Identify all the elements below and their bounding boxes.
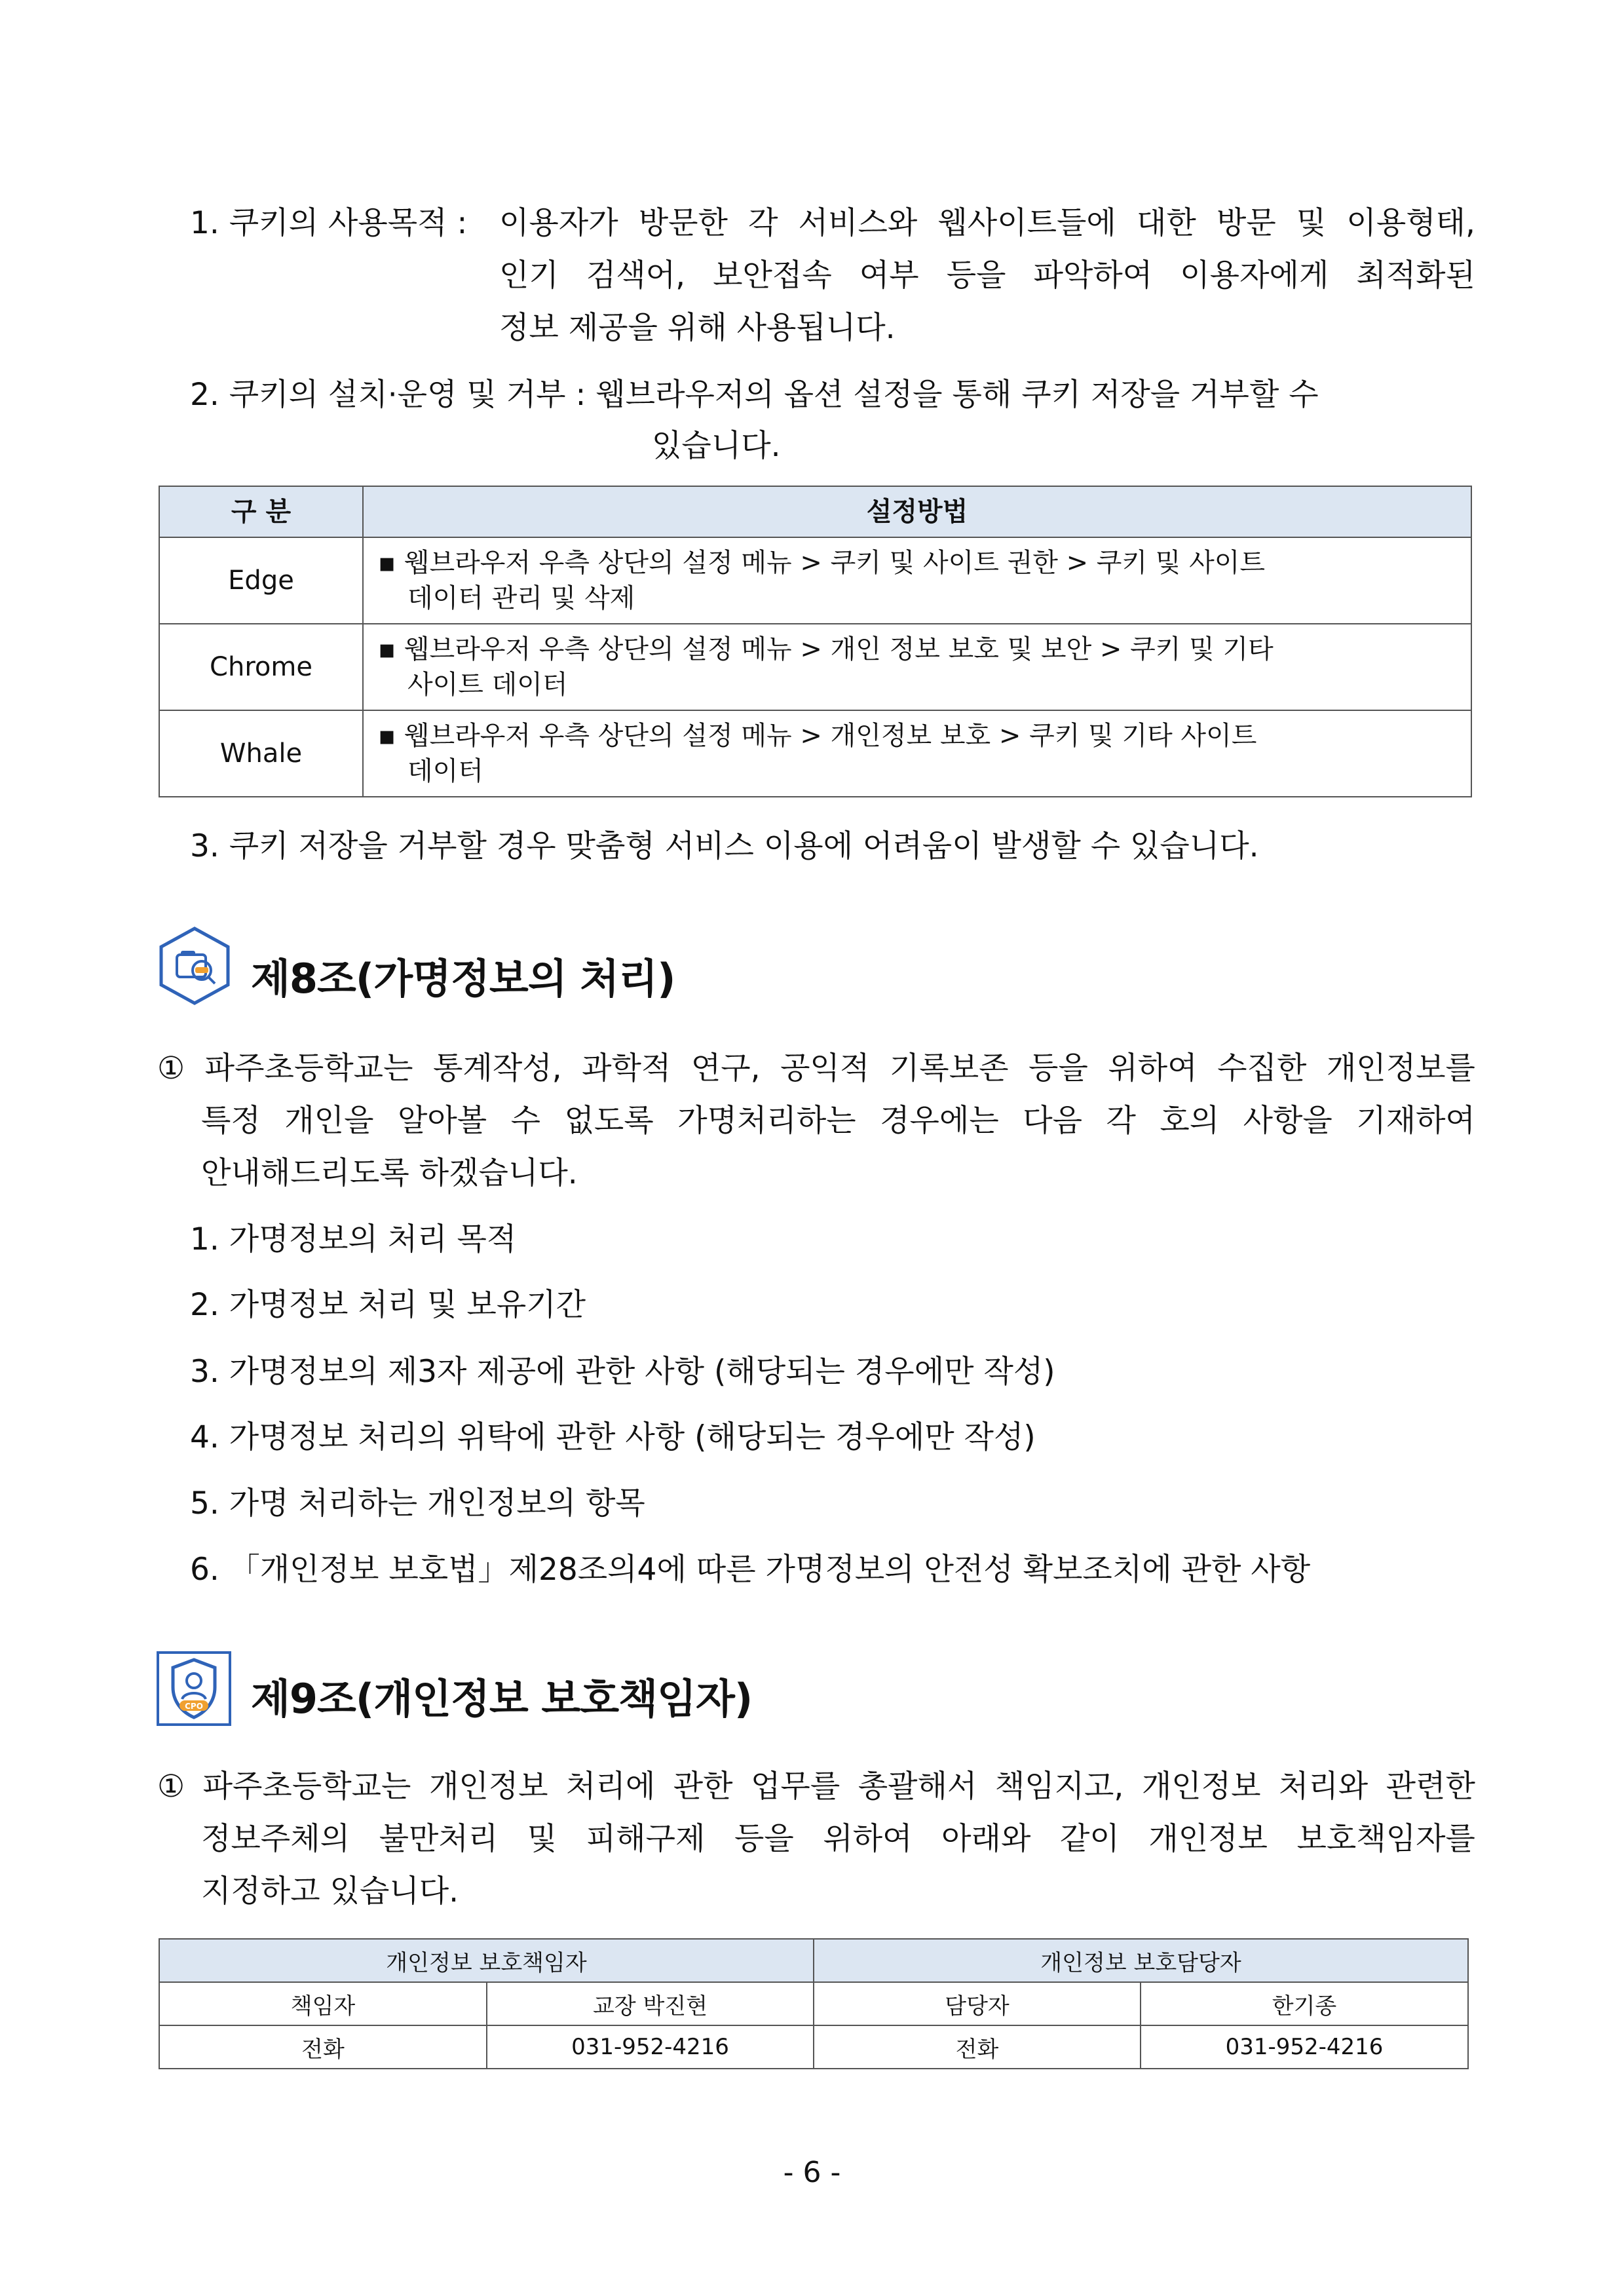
page-number: - 6 - (783, 2156, 841, 2189)
word: 정보주체의 (201, 1821, 350, 1857)
cookie-item2-line1: 2. 쿠키의 설치·운영 및 거부 : 웹브라우저의 옵션 설정을 통해 쿠키 저장을 거부할 수 (190, 377, 1319, 413)
word: 개인정보 (428, 1769, 548, 1805)
word: 최적화된 (1356, 258, 1475, 294)
word: 처리에 (566, 1769, 656, 1805)
header-manager: 개인정보 보호담당자 (814, 1939, 1468, 1982)
table-header-method: 설정방법 (363, 486, 1471, 537)
word: 및 (1296, 205, 1327, 241)
browser-settings-table (159, 486, 1472, 797)
article8-item: 1. 가명정보의 처리 목적 (190, 1221, 517, 1257)
method-line1: ▪ 웹브라우저 우측 상단의 설정 메뉴 > 쿠키 및 사이트 권한 > 쿠키 및 사이트 (378, 548, 1266, 578)
article9-para-line3: 지정하고 있습니다. (201, 1873, 459, 1909)
word: 웹사이트들에 (937, 205, 1116, 241)
word: 가명처리하는 (677, 1103, 856, 1139)
word: 알아볼 (397, 1103, 487, 1139)
browser-name: Chrome (159, 624, 363, 710)
word: 수집한 (1217, 1050, 1307, 1086)
word: 이용형태, (1346, 205, 1475, 241)
word: 개인을 (284, 1103, 374, 1139)
setting-method (363, 710, 1471, 797)
word: 인기 (499, 258, 559, 294)
word: 위하여 (1108, 1050, 1198, 1086)
word: 사항을 (1243, 1103, 1332, 1139)
word: 다음 (1023, 1103, 1082, 1139)
cookie-item1-line3: 정보 제공을 위해 사용됩니다. (499, 310, 896, 346)
word: 서비스와 (798, 205, 918, 241)
browser-name: Whale (159, 710, 363, 797)
word: 책임지고, (994, 1769, 1124, 1805)
cookie-item2-line2: 있습니다. (652, 428, 781, 464)
word: 각 (1106, 1103, 1136, 1139)
word: 통계작성, (433, 1050, 562, 1086)
word: 등을 (1029, 1050, 1088, 1086)
word: 경우에는 (880, 1103, 999, 1139)
privacy-officer-table (159, 1938, 1469, 2069)
word: 검색어, (586, 258, 686, 294)
word: 및 (527, 1821, 557, 1857)
word: 파주초등학교는 (204, 1050, 413, 1086)
word: 파악하여 (1033, 258, 1153, 294)
word: 관련한 (1386, 1769, 1475, 1805)
article8-item: 2. 가명정보 처리 및 보유기간 (190, 1287, 586, 1323)
word: 이용자가 (499, 205, 618, 241)
table-row (159, 624, 1471, 710)
word: 관한 (673, 1769, 733, 1805)
table-row (159, 710, 1471, 797)
word: ① (157, 1050, 185, 1086)
word: 대한 (1136, 205, 1196, 241)
table-row (159, 1982, 1468, 2025)
word: 보호책임자를 (1296, 1821, 1475, 1857)
officer-phone: 031-952-4216 (487, 2025, 814, 2069)
article9-title: 제9조(개인정보 보호책임자) (251, 1675, 753, 1723)
setting-method (363, 537, 1471, 624)
article8-para-line1 (157, 1049, 1475, 1088)
cookie-item1-label: 1. 쿠키의 사용목적 : (190, 205, 468, 241)
article8-item: 6. 「개인정보 보호법」제28조의4에 따른 가명정보의 안전성 확보조치에 관한 사항 (190, 1552, 1311, 1588)
word: 아래와 (941, 1821, 1031, 1857)
word: 개인정보 (1141, 1769, 1261, 1805)
setting-method (363, 624, 1471, 710)
browser-name: Edge (159, 537, 363, 624)
word: 위하여 (823, 1821, 913, 1857)
manager-label: 담당자 (814, 1982, 1141, 2025)
word: 처리와 (1278, 1769, 1369, 1805)
article8-title: 제8조(가명정보의 처리) (251, 955, 675, 1003)
article8-para-line3: 안내해드리도록 하겠습니다. (201, 1155, 578, 1191)
word: 이용자에게 (1180, 258, 1329, 294)
word: 불만처리 (379, 1821, 499, 1857)
cookie-item1-line2 (499, 256, 1475, 296)
word: 각 (748, 205, 778, 241)
word: 없도록 (564, 1103, 654, 1139)
officer-label: 책임자 (159, 1982, 487, 2025)
pseudonym-data-icon (155, 926, 235, 1006)
word: 여부 (859, 258, 919, 294)
word: 보안접속 (713, 258, 832, 294)
word: 방문 (1216, 205, 1276, 241)
word: 등을 (946, 258, 1006, 294)
word: 과학적 (582, 1050, 671, 1086)
cookie-item1-line1 (499, 204, 1475, 243)
manager-name: 한기종 (1141, 1982, 1468, 2025)
cookie-item3: 3. 쿠키 저장을 거부할 경우 맞춤형 서비스 이용에 어려움이 발생할 수 있습니다. (190, 828, 1259, 864)
article9-para-line2 (201, 1820, 1475, 1859)
word: 같이 (1059, 1821, 1120, 1857)
word: 개인정보 (1148, 1821, 1268, 1857)
word: 방문한 (638, 205, 728, 241)
word: 공익적 (780, 1050, 870, 1086)
word: 수 (510, 1103, 541, 1139)
article8-item: 4. 가명정보 처리의 위탁에 관한 사항 (해당되는 경우에만 작성) (190, 1419, 1036, 1455)
article8-item: 5. 가명 처리하는 개인정보의 항목 (190, 1485, 645, 1521)
word: 호의 (1160, 1103, 1220, 1139)
word: 특정 (201, 1103, 261, 1139)
manager-phone-label: 전화 (814, 2025, 1141, 2069)
word: 기록보존 (889, 1050, 1009, 1086)
word: 기재하여 (1356, 1103, 1475, 1139)
word: 파주초등학교는 (202, 1769, 411, 1805)
article9-para-line1 (157, 1767, 1475, 1807)
table-row (159, 537, 1471, 624)
word: ① (157, 1769, 185, 1805)
method-line1: ▪ 웹브라우저 우측 상단의 설정 메뉴 > 개인 정보 보호 및 보안 > 쿠키 및 기타 (378, 634, 1274, 664)
word: 등을 (734, 1821, 794, 1857)
manager-phone: 031-952-4216 (1141, 2025, 1468, 2069)
word: 연구, (690, 1050, 761, 1086)
article8-para-line2 (201, 1101, 1475, 1141)
word: 업무를 (751, 1769, 840, 1805)
header-officer: 개인정보 보호책임자 (159, 1939, 814, 1982)
method-line2: 데이터 (407, 756, 483, 786)
method-line1: ▪ 웹브라우저 우측 상단의 설정 메뉴 > 개인정보 보호 > 쿠키 및 기타 사이트 (378, 721, 1257, 751)
officer-name: 교장 박진현 (487, 1982, 814, 2025)
method-line2: 데이터 관리 및 삭제 (407, 583, 635, 613)
cpo-icon-label: CPO (185, 1702, 203, 1711)
cpo-icon (156, 1651, 232, 1727)
word: 총괄해서 (858, 1769, 977, 1805)
article8-item: 3. 가명정보의 제3자 제공에 관한 사항 (해당되는 경우에만 작성) (190, 1354, 1055, 1390)
table-row (159, 2025, 1468, 2069)
table-header-category: 구 분 (159, 486, 363, 537)
word: 개인정보를 (1326, 1050, 1475, 1086)
method-line2: 사이트 데이터 (407, 670, 568, 700)
officer-phone-label: 전화 (159, 2025, 487, 2069)
word: 피해구제 (586, 1821, 706, 1857)
